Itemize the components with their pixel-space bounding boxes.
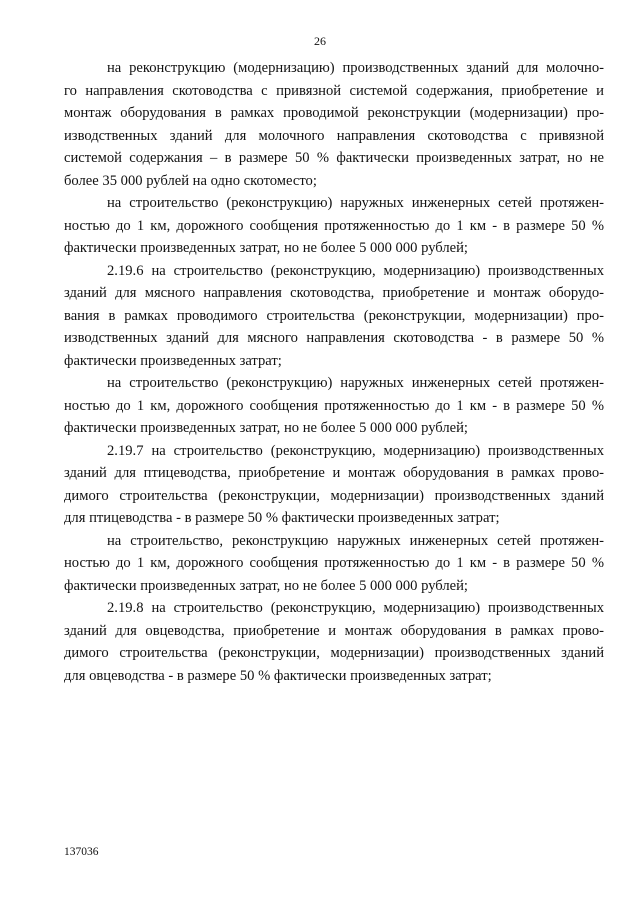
- text-line: для птицеводства - в размере 50 % фактически произведенных затрат;: [64, 510, 500, 526]
- text-line: на строительство (реконструкцию) наружных инженерных сетей протяжен-: [107, 375, 604, 391]
- text-line: изводственных зданий для мясного направления скотоводства - в размере 50 %: [64, 330, 604, 346]
- text-line: 2.19.8 на строительство (реконструкцию, модернизацию) производственных: [107, 600, 604, 616]
- text-line: ностью до 1 км, дорожного сообщения протяженностью до 1 км - в размере 50 %: [64, 397, 604, 414]
- text-line: димого строительства (реконструкции, модернизации) производственных зданий: [64, 487, 604, 504]
- text-line: фактически произведенных затрат, но не более 5 000 000 рублей;: [64, 420, 468, 436]
- paragraph-networks-3: [64, 530, 604, 598]
- text-line: димого строительства (реконструкции, модернизации) производственных зданий: [64, 645, 604, 661]
- text-line: зданий для птицеводства, приобретение и монтаж оборудования в рамках прово-: [64, 465, 604, 481]
- paragraph-2-19-7: [64, 440, 604, 530]
- paragraph-networks-1: [64, 192, 604, 260]
- paragraph-2-19-8: [64, 597, 604, 687]
- text-line: более 35 000 рублей на одно скотоместо;: [64, 172, 317, 189]
- text-line: изводственных зданий для молочного направления скотоводства с привязной: [64, 127, 604, 144]
- text-line: зданий для мясного направления скотоводства, приобретение и монтаж оборудо-: [64, 285, 604, 301]
- text-line: на строительство, реконструкцию наружных инженерных сетей протяжен-: [107, 532, 604, 549]
- text-line: для овцеводства - в размере 50 % фактически произведенных затрат;: [64, 667, 492, 684]
- text-line: ностью до 1 км, дорожного сообщения протяженностью до 1 км - в размере 50 %: [64, 217, 604, 234]
- text-line: ностью до 1 км, дорожного сообщения протяженностью до 1 км - в размере 50 %: [64, 555, 604, 571]
- text-line: фактически произведенных затрат, но не более 5 000 000 рублей;: [64, 577, 468, 594]
- text-line: фактически произведенных затрат, но не более 5 000 000 рублей;: [64, 240, 468, 256]
- text-line: 2.19.6 на строительство (реконструкцию, модернизацию) производственных: [107, 262, 604, 279]
- document-id: 137036: [64, 846, 99, 858]
- text-line: на реконструкцию (модернизацию) производственных зданий для молочно-: [107, 60, 604, 76]
- text-line: на строительство (реконструкцию) наружных инженерных сетей протяжен-: [107, 195, 604, 211]
- text-line: 2.19.7 на строительство (реконструкцию, модернизацию) производственных: [107, 442, 604, 459]
- text-line: фактически произведенных затрат;: [64, 352, 282, 369]
- paragraph-2-19-6: [64, 260, 604, 373]
- text-line: зданий для овцеводства, приобретение и монтаж оборудования в рамках прово-: [64, 622, 604, 639]
- page-number: 26: [314, 34, 326, 48]
- text-line: го направления скотоводства с привязной системой содержания, приобретение и: [64, 82, 604, 99]
- document-body: [64, 57, 604, 687]
- text-line: монтаж оборудования в рамках проводимой реконструкции (модернизации) про-: [64, 105, 604, 121]
- text-line: системой содержания – в размере 50 % фактически произведенных затрат, но не: [64, 150, 604, 166]
- paragraph-milk-tethered: [64, 57, 604, 192]
- paragraph-networks-2: [64, 372, 604, 440]
- text-line: вания в рамках проводимого строительства (реконструкции, модернизации) про-: [64, 307, 604, 324]
